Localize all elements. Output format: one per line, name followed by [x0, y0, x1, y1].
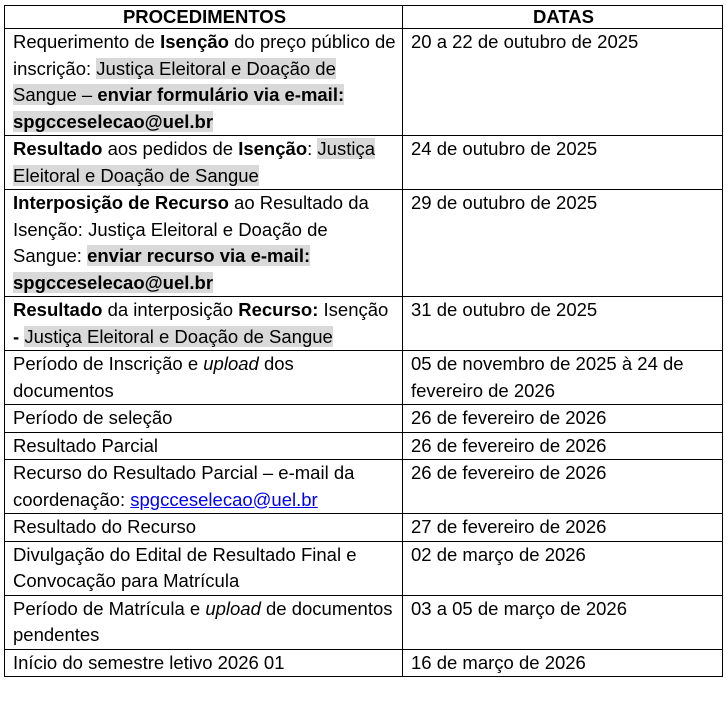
table-row: [5, 649, 723, 677]
procedure-cell: Resultado Parcial: [5, 432, 403, 460]
date-cell: 05 de novembro de 2025 à 24 de fevereiro de 2026: [403, 351, 723, 405]
table-row: [5, 541, 723, 595]
procedure-cell: Recurso do Resultado Parcial – e-mail da coordenação: spgcceselecao@uel.br: [5, 460, 403, 514]
table-row: [5, 190, 723, 297]
table-row: [5, 351, 723, 405]
table-row: [5, 405, 723, 433]
date-cell: 26 de fevereiro de 2026: [403, 460, 723, 514]
date-cell: 03 a 05 de março de 2026: [403, 595, 723, 649]
header-dates: DATAS: [403, 6, 723, 29]
schedule-table: [4, 5, 723, 677]
table-row: [5, 514, 723, 542]
procedure-cell: Início do semestre letivo 2026 01: [5, 649, 403, 677]
procedure-cell: Resultado aos pedidos de Isenção: Justiça Eleitoral e Doação de Sangue: [5, 136, 403, 190]
table-row: [5, 460, 723, 514]
date-cell: 20 a 22 de outubro de 2025: [403, 29, 723, 136]
table-row: [5, 297, 723, 351]
date-cell: 31 de outubro de 2025: [403, 297, 723, 351]
procedure-cell: Requerimento de Isenção do preço público de inscrição: Justiça Eleitoral e Doação de Sangue – enviar formulário via e-mail: spgcceselecao@uel.br: [5, 29, 403, 136]
date-cell: 16 de março de 2026: [403, 649, 723, 677]
procedure-cell: Período de Matrícula e upload de documentos pendentes: [5, 595, 403, 649]
header-procedures: PROCEDIMENTOS: [5, 6, 403, 29]
table-row: [5, 595, 723, 649]
date-cell: 26 de fevereiro de 2026: [403, 405, 723, 433]
table-row: [5, 136, 723, 190]
date-cell: 29 de outubro de 2025: [403, 190, 723, 297]
date-cell: 26 de fevereiro de 2026: [403, 432, 723, 460]
date-cell: 02 de março de 2026: [403, 541, 723, 595]
email-link[interactable]: spgcceselecao@uel.br: [130, 488, 318, 510]
date-cell: 24 de outubro de 2025: [403, 136, 723, 190]
procedure-cell: Resultado da interposição Recurso: Isenção - Justiça Eleitoral e Doação de Sangue: [5, 297, 403, 351]
procedure-cell: Período de seleção: [5, 405, 403, 433]
date-cell: 27 de fevereiro de 2026: [403, 514, 723, 542]
table-row: [5, 432, 723, 460]
procedure-cell: Divulgação do Edital de Resultado Final e Convocação para Matrícula: [5, 541, 403, 595]
header-row: [5, 6, 723, 29]
procedure-cell: Interposição de Recurso ao Resultado da Isenção: Justiça Eleitoral e Doação de Sangue: enviar recurso via e-mail: spgcceselecao@uel.br: [5, 190, 403, 297]
table-row: [5, 29, 723, 136]
procedure-cell: Período de Inscrição e upload dos documentos: [5, 351, 403, 405]
procedure-cell: Resultado do Recurso: [5, 514, 403, 542]
